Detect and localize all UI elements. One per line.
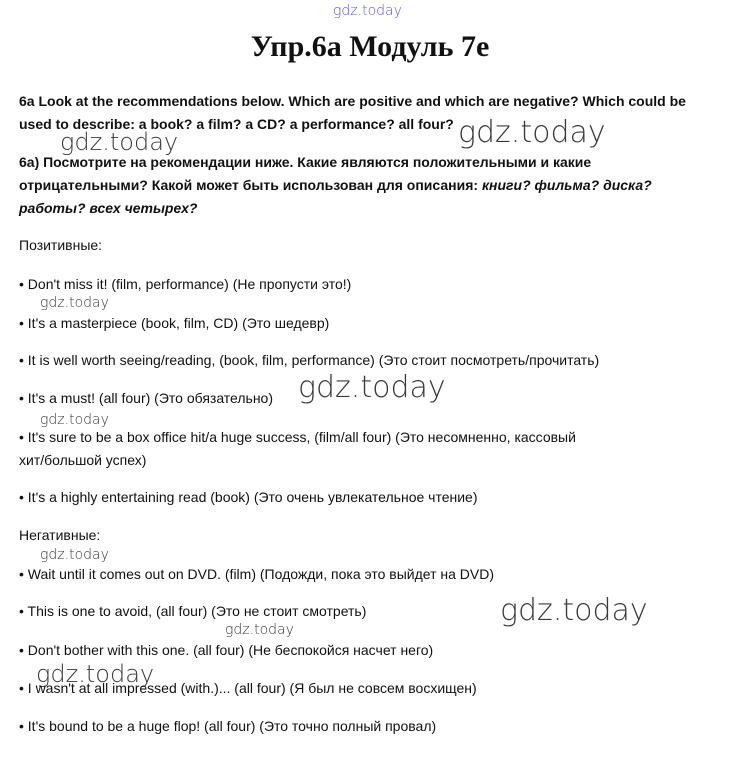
watermark-9: gdz.today xyxy=(36,660,155,688)
watermark-top: gdz.today xyxy=(333,3,402,19)
watermark-8: gdz.today xyxy=(225,622,294,638)
watermark-4: gdz.today xyxy=(298,370,446,405)
negative-item: • I wasn't at all impressed (with.)... (all four) (Я был не совсем восхищен) xyxy=(19,680,477,696)
positive-item: • It's a masterpiece (book, film, CD) (Это шедевр) xyxy=(19,315,330,331)
task-ru-line-2-italic: книги? фильма? диска? xyxy=(481,177,652,193)
negative-heading: Негативные: xyxy=(19,527,101,543)
positive-item: • It is well worth seeing/reading, (book, film, performance) (Это стоит посмотреть/прочитать) xyxy=(19,352,600,368)
watermark-1: gdz.today xyxy=(60,128,179,156)
task-ru-line-3 xyxy=(19,200,197,216)
negative-item: • It's bound to be a huge flop! (all four) (Это точно полный провал) xyxy=(19,718,437,734)
positive-item: • It's a must! (all four) (Это обязательно) xyxy=(19,390,274,406)
positive-item: • Don't miss it! (film, performance) (Не пропусти это!) xyxy=(19,276,352,292)
positive-item: • It's sure to be a box office hit/a huge success, (film/all four) (Это несомненно, кассовый xyxy=(19,429,576,445)
positive-heading: Позитивные: xyxy=(19,237,103,253)
watermark-3: gdz.today xyxy=(40,295,109,311)
negative-item: • Wait until it comes out on DVD. (film) (Подожди, пока это выйдет на DVD) xyxy=(19,566,495,582)
positive-item-continuation: хит/большой успех) xyxy=(19,452,147,468)
task-ru-line-2-text: отрицательными? Какой может быть использован для описания: xyxy=(19,177,479,193)
watermark-6: gdz.today xyxy=(40,547,109,563)
positive-item: • It's a highly entertaining read (book) (Это очень увлекательное чтение) xyxy=(19,489,478,505)
watermark-2: gdz.today xyxy=(458,115,606,150)
task-ru-line-3-italic: работы? всех четырех? xyxy=(19,200,198,216)
watermark-7: gdz.today xyxy=(500,593,648,628)
task-en-line-1: 6a Look at the recommendations below. Which are positive and which are negative? Which could be xyxy=(19,93,686,109)
negative-item: • Don't bother with this one. (all four) (Не беспокойся насчет него) xyxy=(19,642,434,658)
task-ru-line-1: 6а) Посмотрите на рекомендации ниже. Какие являются положительными и какие xyxy=(19,154,592,170)
task-ru-line-2 xyxy=(19,177,652,193)
task-en-line-2: used to describe: a book? a film? a CD? a performance? all four? xyxy=(19,116,454,132)
negative-item: • This is one to avoid, (all four) (Это не стоит смотреть) xyxy=(19,603,367,619)
watermark-5: gdz.today xyxy=(40,412,109,428)
page-title: Упр.6а Модуль 7е xyxy=(250,30,490,63)
